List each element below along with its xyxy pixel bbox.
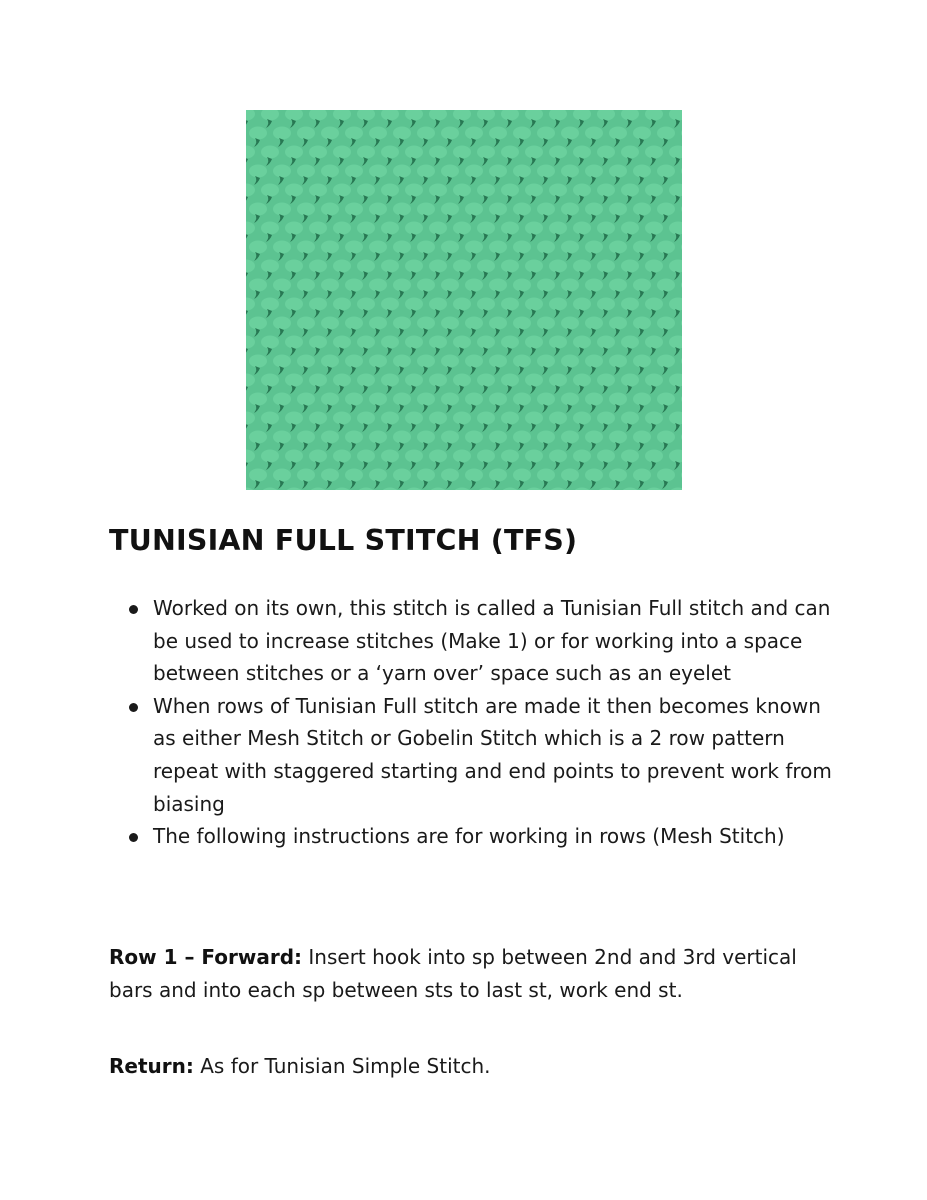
page-title: TUNISIAN FULL STITCH (TFS) (109, 524, 578, 557)
knitted-swatch-icon (246, 110, 682, 490)
bullet-icon (129, 605, 138, 614)
list-item: The following instructions are for working in rows (Mesh Stitch) (153, 820, 843, 853)
bullet-icon (129, 833, 138, 842)
bullet-icon (129, 703, 138, 712)
return-text: As for Tunisian Simple Stitch. (193, 1054, 491, 1078)
list-item: Worked on its own, this stitch is called a Tunisian Full stitch and can be used to increase stitches (Make 1) or for working into a space between stitches or a ‘yarn over’ space such as an eyelet (153, 592, 843, 690)
bullet-list (153, 592, 843, 853)
row1-instruction (109, 941, 829, 1006)
return-instruction (109, 1050, 829, 1083)
return-label: Return: (109, 1054, 194, 1078)
stitch-swatch-image (246, 110, 682, 490)
row1-label: Row 1 – Forward: (109, 945, 303, 969)
list-item: When rows of Tunisian Full stitch are made it then becomes known as either Mesh Stitch or Gobelin Stitch which is a 2 row pattern repeat with staggered starting and end points to prevent work from biasing (153, 690, 843, 820)
row1-text: Insert hook into sp between 2nd and 3rd vertical bars and into each sp between sts to last st, work end st. (109, 945, 797, 1002)
